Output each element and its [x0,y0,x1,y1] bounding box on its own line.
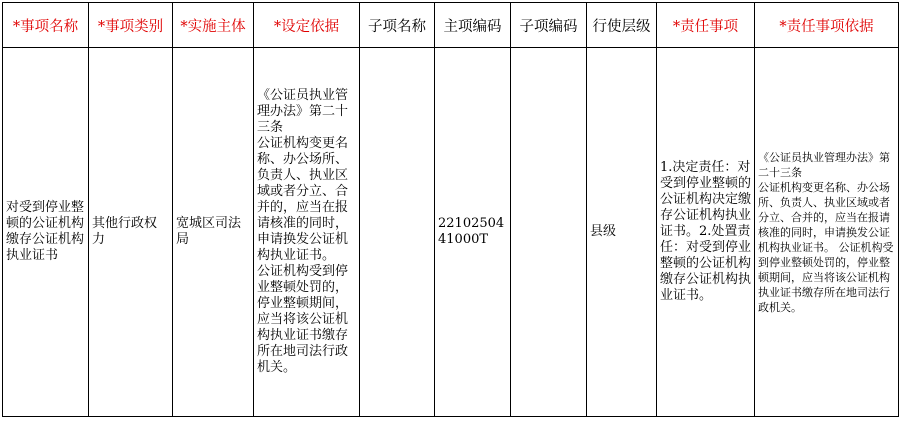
header-item-name: *事项名称 [3,3,89,48]
header-sub-code: 子项编码 [511,3,587,48]
table-row [3,48,899,417]
cell-responsibility: 1.决定责任：对受到停业整顿的公证机构决定缴存公证机构执业证书。2.处置责任：对受到停业整顿的公证机构缴存公证机构执业证书。 [657,48,755,417]
cell-item-category: 其他行政权力 [89,48,173,417]
cell-responsibility-basis: 《公证员执业管理办法》第二十三条 公证机构变更名称、办公场所、负责人、执业区域或者分立、合并的，应当在报请核准的同时，申请换发公证机构执业证书。 公证机构受到停业整顿处罚的，停业整顿期间，应当将该公证机构执业证书缴存所在地司法行政机关。 [755,48,899,417]
cell-implementing-body: 宽城区司法局 [173,48,254,417]
header-implementing-body: *实施主体 [173,3,254,48]
header-sub-item-name: 子项名称 [360,3,435,48]
header-row [3,3,899,48]
header-level: 行使层级 [587,3,657,48]
header-responsibility-basis: *责任事项依据 [755,3,899,48]
power-list-table [2,2,899,417]
cell-legal-basis: 《公证员执业管理办法》第二十三条 公证机构变更名称、办公场所、负责人、执业区域或者分立、合并的，应当在报请核准的同时，申请换发公证机构执业证书。 公证机构受到停业整顿处罚的，停业整顿期间，应当将该公证机构执业证书缴存所在地司法行政机关。 [254,48,360,417]
cell-sub-code [511,48,587,417]
cell-level: 县级 [587,48,657,417]
header-responsibility: *责任事项 [657,3,755,48]
header-item-category: *事项类别 [89,3,173,48]
header-legal-basis: *设定依据 [254,3,360,48]
cell-item-name: 对受到停业整顿的公证机构缴存公证机构执业证书 [3,48,89,417]
cell-sub-item-name [360,48,435,417]
header-main-code: 主项编码 [435,3,511,48]
cell-main-code: 2210250441000T [435,48,511,417]
